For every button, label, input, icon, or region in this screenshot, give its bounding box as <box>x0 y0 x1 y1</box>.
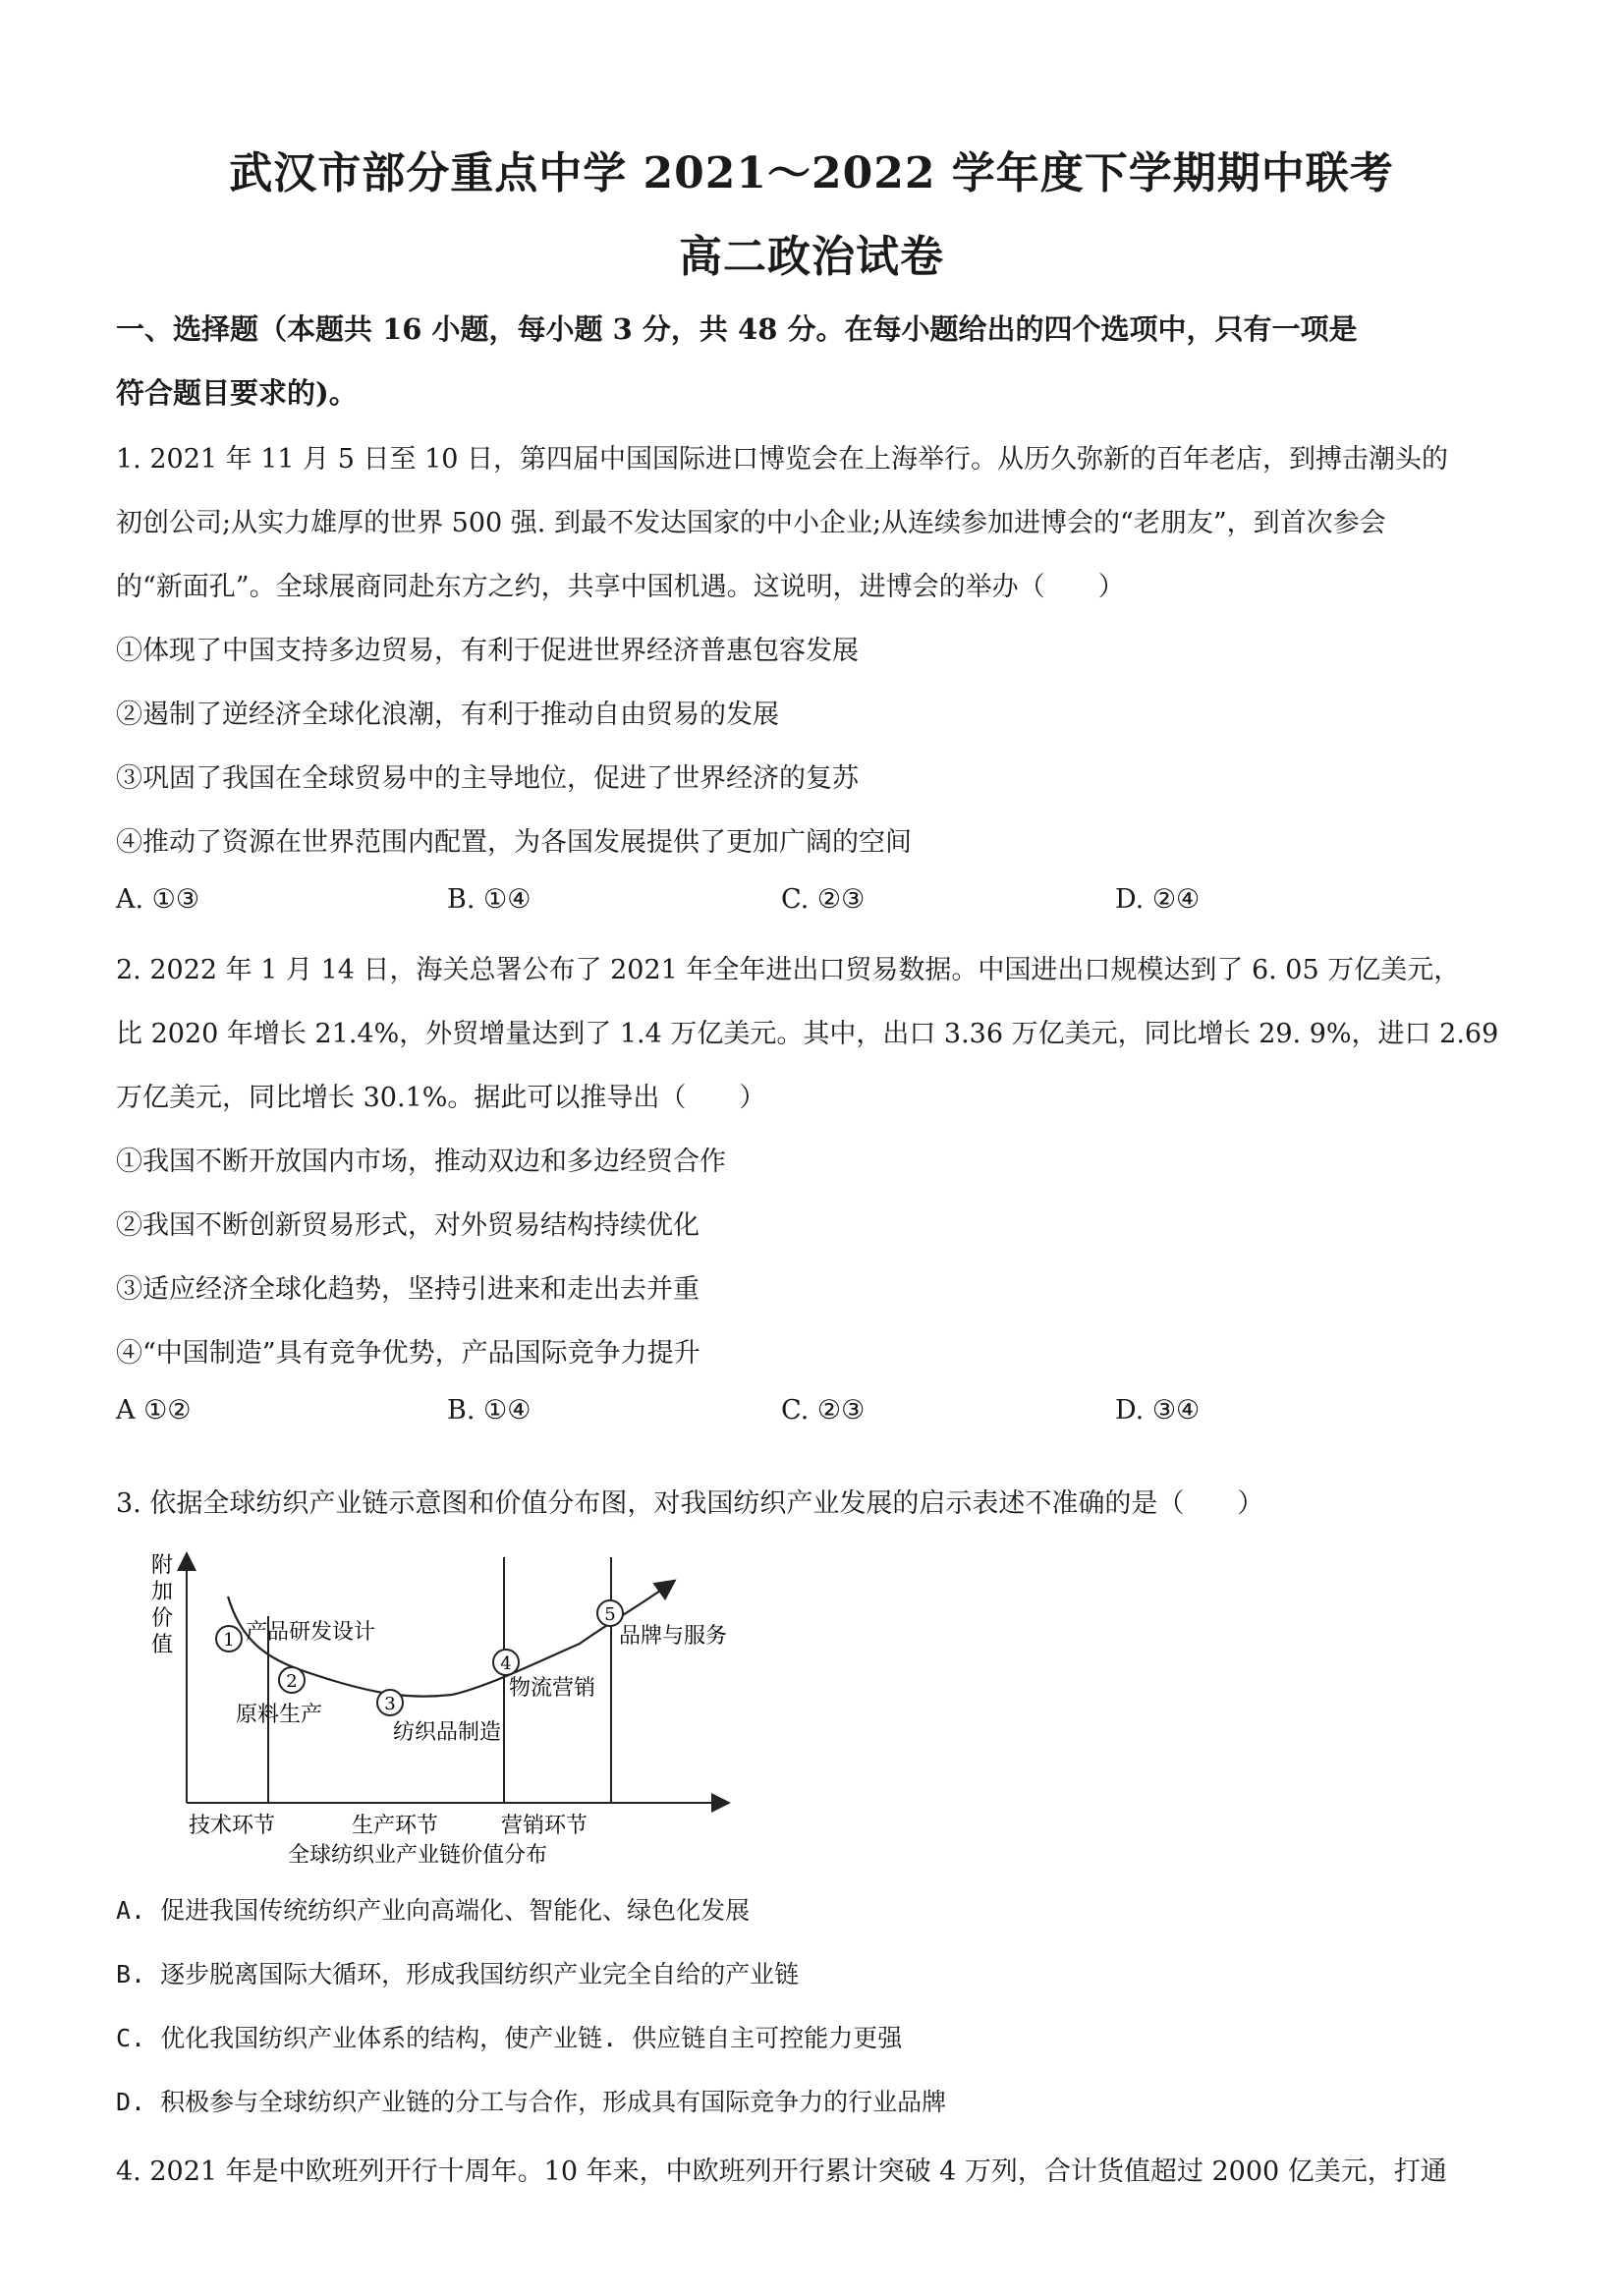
q1-item-3: ③巩固了我国在全球贸易中的主导地位，促进了世界经济的复苏 <box>116 763 859 794</box>
section-heading-line1: 一、选择题（本题共 16 小题，每小题 3 分，共 48 分。在每小题给出的四个选项中，只有一项是 <box>116 312 1358 346</box>
q3-option-c[interactable]: C. 优化我国纺织产业体系的结构，使产业链. 供应链自主可控能力更强 <box>116 2024 903 2052</box>
q2-item-2: ②我国不断创新贸易形式，对外贸易结构持续优化 <box>116 1210 700 1241</box>
q3-option-a[interactable]: A. 促进我国传统纺织产业向高端化、智能化、绿色化发展 <box>116 1896 751 1925</box>
figure-caption: 全球纺织业产业链价值分布 <box>288 1843 548 1868</box>
point-1-label: 产品研发设计 <box>246 1620 376 1645</box>
page-title: 武汉市部分重点中学 2021～2022 学年度下学期期中联考 <box>229 148 1394 198</box>
point-5-label: 品牌与服务 <box>619 1624 728 1649</box>
q1-option-b[interactable]: B. ①④ <box>447 884 532 915</box>
point-2-num: 2 <box>286 1671 298 1692</box>
section-heading-line2: 符合题目要求的)。 <box>116 376 358 410</box>
q2-stem-line2: 比 2020 年增长 21.4%，外贸增量达到了 1.4 万亿美元。其中，出口 3.36 万亿美元，同比增长 29. 9%，进口 2.69 <box>116 1019 1499 1049</box>
value-chain-figure <box>138 1538 766 1872</box>
q3-stem: 3. 依据全球纺织产业链示意图和价值分布图，对我国纺织产业发展的启示表述不准确的是（ ） <box>116 1488 1264 1519</box>
q2-item-4: ④“中国制造”具有竞争优势，产品国际竞争力提升 <box>116 1338 700 1369</box>
x-label-tech: 技术环节 <box>189 1814 276 1838</box>
point-5-num: 5 <box>604 1604 616 1625</box>
point-2-label: 原料生产 <box>236 1703 323 1727</box>
q1-stem-line1: 1. 2021 年 11 月 5 日至 10 日，第四届中国国际进口博览会在上海举行。从历久弥新的百年老店，到搏击潮头的 <box>116 444 1449 475</box>
q1-item-4: ④推动了资源在世界范围内配置，为各国发展提供了更加广阔的空间 <box>116 827 912 858</box>
point-3-num: 3 <box>384 1694 396 1714</box>
q1-item-2: ②遏制了逆经济全球化浪潮，有利于推动自由贸易的发展 <box>116 700 779 730</box>
q2-option-b[interactable]: B. ①④ <box>447 1395 532 1426</box>
y-label-1: 附 <box>150 1553 174 1578</box>
point-4-num: 4 <box>500 1653 512 1674</box>
y-label-2: 加 <box>150 1580 174 1604</box>
q1-option-c[interactable]: C. ②③ <box>781 884 866 915</box>
q1-stem-line2: 初创公司;从实力雄厚的世界 500 强. 到最不发达国家的中小企业;从连续参加进博会的“老朋友”，到首次参会 <box>116 508 1386 538</box>
q2-option-c[interactable]: C. ②③ <box>781 1395 866 1426</box>
q1-item-1: ①体现了中国支持多边贸易，有利于促进世界经济普惠包容发展 <box>116 636 859 666</box>
q3-option-b[interactable]: B. 逐步脱离国际大循环，形成我国纺织产业完全自给的产业链 <box>116 1960 800 1988</box>
q3-option-d[interactable]: D. 积极参与全球纺织产业链的分工与合作，形成具有国际竞争力的行业品牌 <box>116 2088 947 2116</box>
point-1-num: 1 <box>223 1630 235 1651</box>
q2-stem-line3: 万亿美元，同比增长 30.1%。据此可以推导出（ ） <box>116 1083 766 1113</box>
y-label-4: 值 <box>150 1633 174 1657</box>
q2-item-3: ③适应经济全球化趋势，坚持引进来和走出去并重 <box>116 1274 700 1305</box>
q4-stem-line1: 4. 2021 年是中欧班列开行十周年。10 年来，中欧班列开行累计突破 4 万列，合计货值超过 2000 亿美元，打通 <box>116 2156 1447 2187</box>
page-subtitle: 高二政治试卷 <box>679 232 944 282</box>
x-label-production: 生产环节 <box>352 1814 439 1838</box>
point-4-label: 物流营销 <box>509 1676 596 1701</box>
y-label-3: 价 <box>150 1606 174 1631</box>
q2-item-1: ①我国不断开放国内市场，推动双边和多边经贸合作 <box>116 1147 726 1177</box>
q2-option-a[interactable]: A ①② <box>116 1395 192 1426</box>
q1-option-a[interactable]: A. ①③ <box>116 884 200 915</box>
q2-option-d[interactable]: D. ③④ <box>1115 1395 1201 1426</box>
x-label-marketing: 营销环节 <box>501 1814 588 1838</box>
q1-option-d[interactable]: D. ②④ <box>1115 884 1201 915</box>
point-3-label: 纺织品制造 <box>393 1720 502 1745</box>
q2-stem-line1: 2. 2022 年 1 月 14 日，海关总署公布了 2021 年全年进出口贸易数据。中国进出口规模达到了 6. 05 万亿美元， <box>116 955 1461 985</box>
q1-stem-line3: 的“新面孔”。全球展商同赴东方之约，共享中国机遇。这说明，进博会的举办（ ） <box>116 572 1125 602</box>
